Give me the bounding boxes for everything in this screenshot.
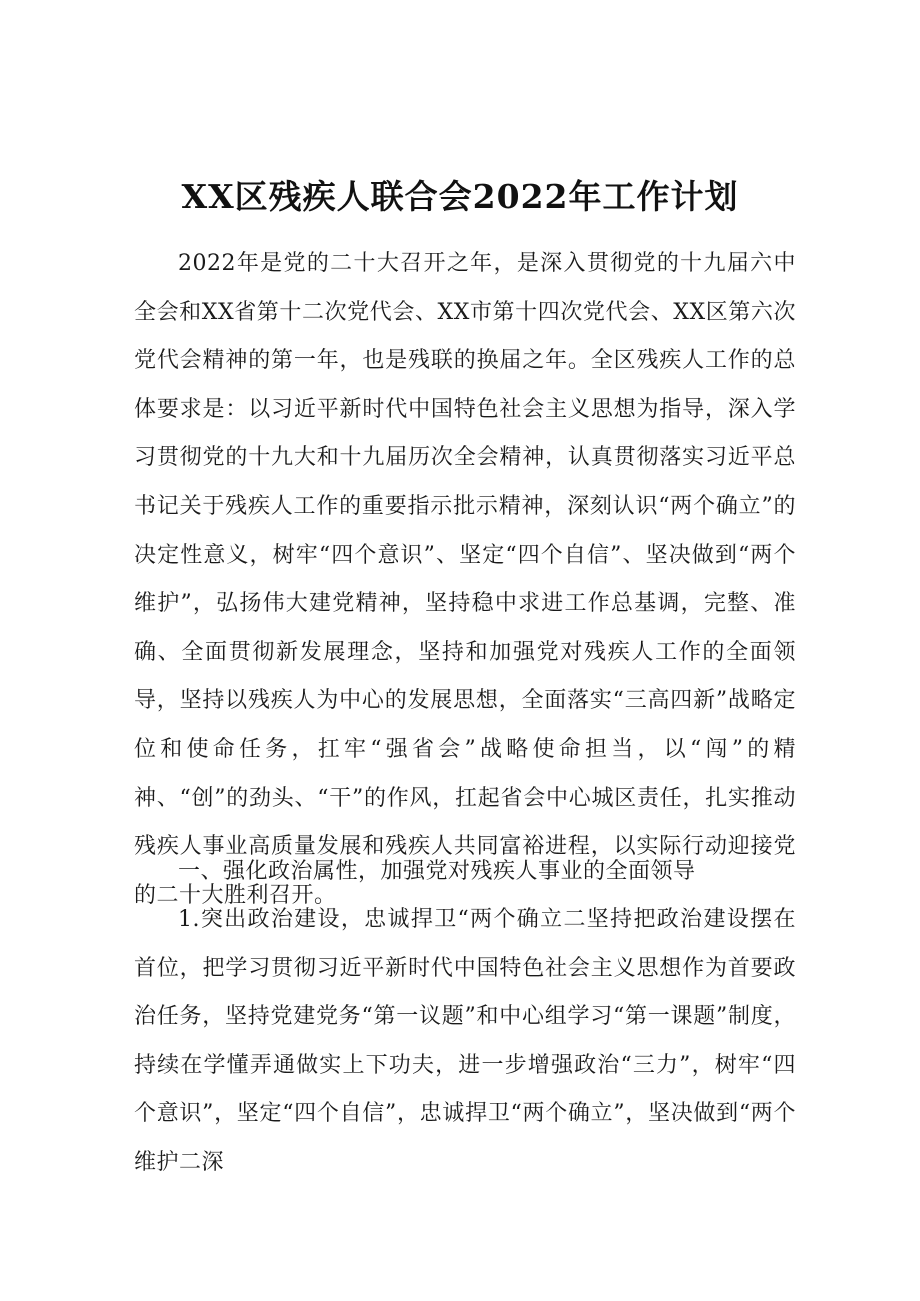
intro-paragraph: 2022年是党的二十大召开之年，是深入贯彻党的十九届六中全会和XX省第十二次党代会、XX市第十四次党代会、XX区第六次党代会精神的第一年，也是残联的换届之年。全区残疾人工作的总体要求是：以习近平新时代中国特色社会主义思想为指导，深入学习贯彻党的十九大和十九届历次全会精神，认真贯彻落实习近平总书记关于残疾人工作的重要指示批示精神，深刻认识“两个确立”的决定性意义，树牢“四个意识”、坚定“四个自信”、坚决做到“两个维护”，弘扬伟大建党精神，坚持稳中求进工作总基调，完整、准确、全面贯彻新发展理念，坚持和加强党对残疾人工作的全面领导，坚持以残疾人为中心的发展思想，全面落实“三高四新”战略定位和使命任务，扛牢“强省会”战略使命担当，以“闯”的精神、“创”的劲头、“干”的作风，扛起省会中心城区责任，扎实推动残疾人事业高质量发展和残疾人共同富裕进程，以实际行动迎接党的二十大胜利召开。 xyxy=(134,251,796,908)
section-heading-1: 一、强化政治属性，加强党对残疾人事业的全面领导 xyxy=(178,859,696,884)
item-1-paragraph: 1.突出政治建设，忠诚捍卫“两个确立二坚持把政治建设摆在首位，把学习贯彻习近平新时代中国特色社会主义思想作为首要政治任务，坚持党建党务“第一议题”和中心组学习“第一课题”制度，持续在学懂弄通做实上下功夫，进一步增强政治“三力”，树牢“四个意识”，坚定“四个自信”，忠诚捍卫“两个确立”，坚决做到“两个维护二深 xyxy=(134,907,797,1175)
document-title: XX区残疾人联合会2022年工作计划 xyxy=(181,177,739,216)
